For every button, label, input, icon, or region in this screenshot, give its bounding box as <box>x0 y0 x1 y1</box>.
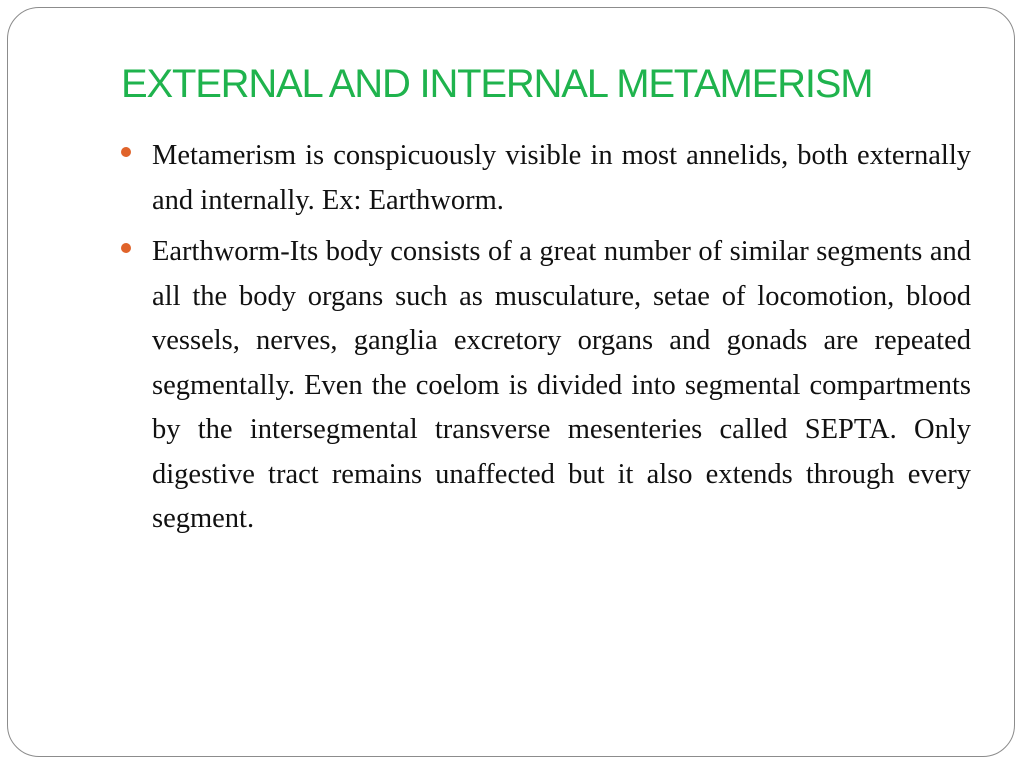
bullet-dot-icon <box>121 147 131 157</box>
slide-title: EXTERNAL AND INTERNAL METAMERISM <box>121 62 873 106</box>
bullet-item <box>121 134 971 223</box>
bullet-item <box>121 230 971 542</box>
bullet-list <box>121 134 971 549</box>
slide-frame <box>7 7 1015 757</box>
bullet-text: Metamerism is conspicuously visible in most annelids, both externally and internally. Ex: Earthworm. <box>152 140 971 216</box>
bullet-dot-icon <box>121 243 131 253</box>
bullet-text: Earthworm-Its body consists of a great number of similar segments and all the body organs such as musculature, setae of locomotion, blood vessels, nerves, ganglia excretory organs and gonads are repeated segmentally. Even the coelom is divided into segmental compartments by the intersegmental transverse mesenteries called SEPTA. Only digestive tract remains unaffected but it also extends through every segment. <box>152 236 971 534</box>
